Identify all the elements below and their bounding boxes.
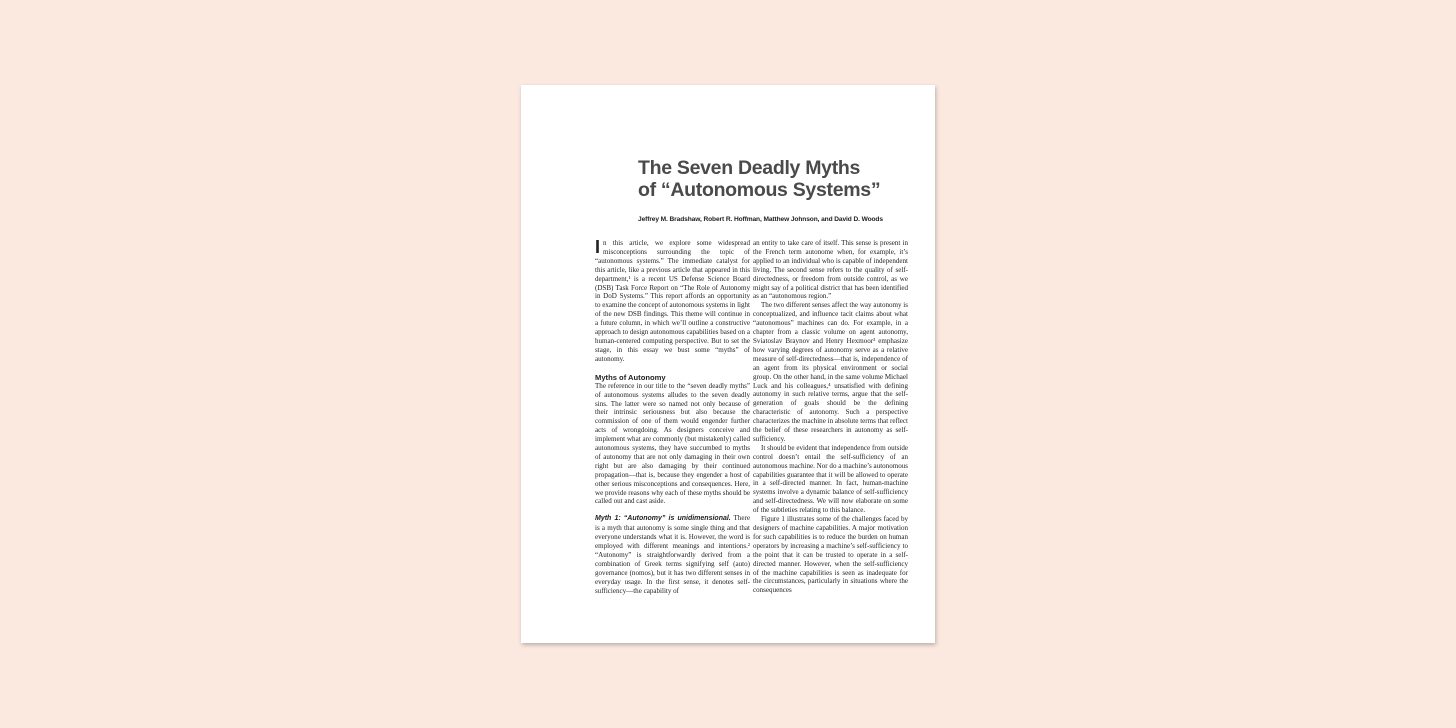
article-title-line2: of “Autonomous Systems” (638, 179, 881, 201)
right-paragraph-4: Figure 1 illustrates some of the challenges faced by designers of machine capabilities. A major motivation for such capabilities is to reduce the burden on human operators by increasing a machine’s self-sufficiency to the point that it can be trusted to operate in a self-directed manner. However, when the self-sufficiency of the machine capabilities is seen as inadequate for the circumstances, particularly in situations where the consequences (753, 515, 908, 595)
article-title (638, 157, 928, 201)
article-authors: Jeffrey M. Bradshaw, Robert R. Hoffman, Matthew Johnson, and David D. Woods (638, 216, 883, 223)
myths-paragraph: The reference in our title to the “seven deadly myths” of autonomous systems alludes to the seven deadly sins. The latter were so named not only because of their intrinsic seriousness but also because the commission of one of them would engender further acts of wrongdoing. As designers conceive and implement what are commonly (but mistakenly) called autonomous systems, they have succumbed to myths of autonomy that are not only damaging in their own right but are also damaging by their continued propagation—that is, because they engender a host of other serious misconceptions and consequences. Here, we provide reasons why each of these myths should be called out and cast aside. (595, 381, 750, 506)
right-paragraph-3: It should be evident that independence from outside control doesn’t entail the self-sufficiency of an autonomous machine. Nor do a machine’s autonomous capabilities guarantee that it will be allowed to operate in a self-directed manner. In fact, human-machine systems involve a dynamic balance of self-sufficiency and self-directedness. We will now elaborate on some of the subtleties relating to this balance. (753, 443, 908, 515)
section-heading-myths: Myths of Autonomy (595, 372, 666, 382)
article-page (521, 85, 935, 643)
intro-paragraph (595, 239, 750, 364)
myth1-paragraph (595, 514, 750, 595)
left-column (595, 239, 750, 596)
myth1-heading: Myth 1: “Autonomy” is unidimensional. (595, 515, 731, 523)
article-title-line1: The Seven Deadly Myths (638, 157, 861, 179)
drop-cap: I (595, 237, 601, 257)
myth1-text: There is a myth that autonomy is some single thing and that everyone understands what it is. However, the word is employed with different meanings and intentions.² “Autonomy” is straightforwardly derived from a combination of Greek terms signifying self (auto) governance (nomos), but it has two different senses in everyday usage. In the first sense, it denotes self-sufficiency—the capability of (595, 514, 750, 595)
right-paragraph-2: The two different senses affect the way autonomy is conceptualized, and influence tacit claims about what “autonomous” machines can do. For example, in a chapter from a classic volume on agent autonomy, Sviatoslav Braynov and Henry Hexmoor³ emphasize how varying degrees of autonomy serve as a relative measure of self-directedness—that is, independence of an agent from its physical environment or social group. On the other hand, in the same volume Michael Luck and his colleagues,⁴ unsatisfied with defining autonomy in such relative terms, argue that the self-generation of goals should be the defining characteristic of autonomy. Such a perspective characterizes the machine in absolute terms that reflect the belief of these researchers in autonomy as self-sufficiency. (753, 301, 908, 443)
right-column (753, 239, 908, 595)
intro-text: n this article, we explore some widespread misconceptions surrounding the topic of “autonomous systems.” The immediate catalyst for this article, like a previous article that appeared in this department,¹ is a recent US Defense Science Board (DSB) Task Force Report on “The Role of Autonomy in DoD Systems.” This report affords an opportunity to examine the concept of autonomous systems in light of the new DSB findings. This theme will continue in a future column, in which we’ll outline a constructive approach to design autonomous capabilities based on a human-centered computing perspective. But to set the stage, in this essay we bust some “myths” of autonomy. (595, 239, 751, 363)
right-paragraph-1: an entity to take care of itself. This sense is present in the French term autonome when, for example, it’s applied to an individual who is capable of independent living. The second sense refers to the quality of self-directedness, or freedom from outside control, as we might say of a political district that has been identified as an “autonomous region.” (753, 239, 908, 301)
